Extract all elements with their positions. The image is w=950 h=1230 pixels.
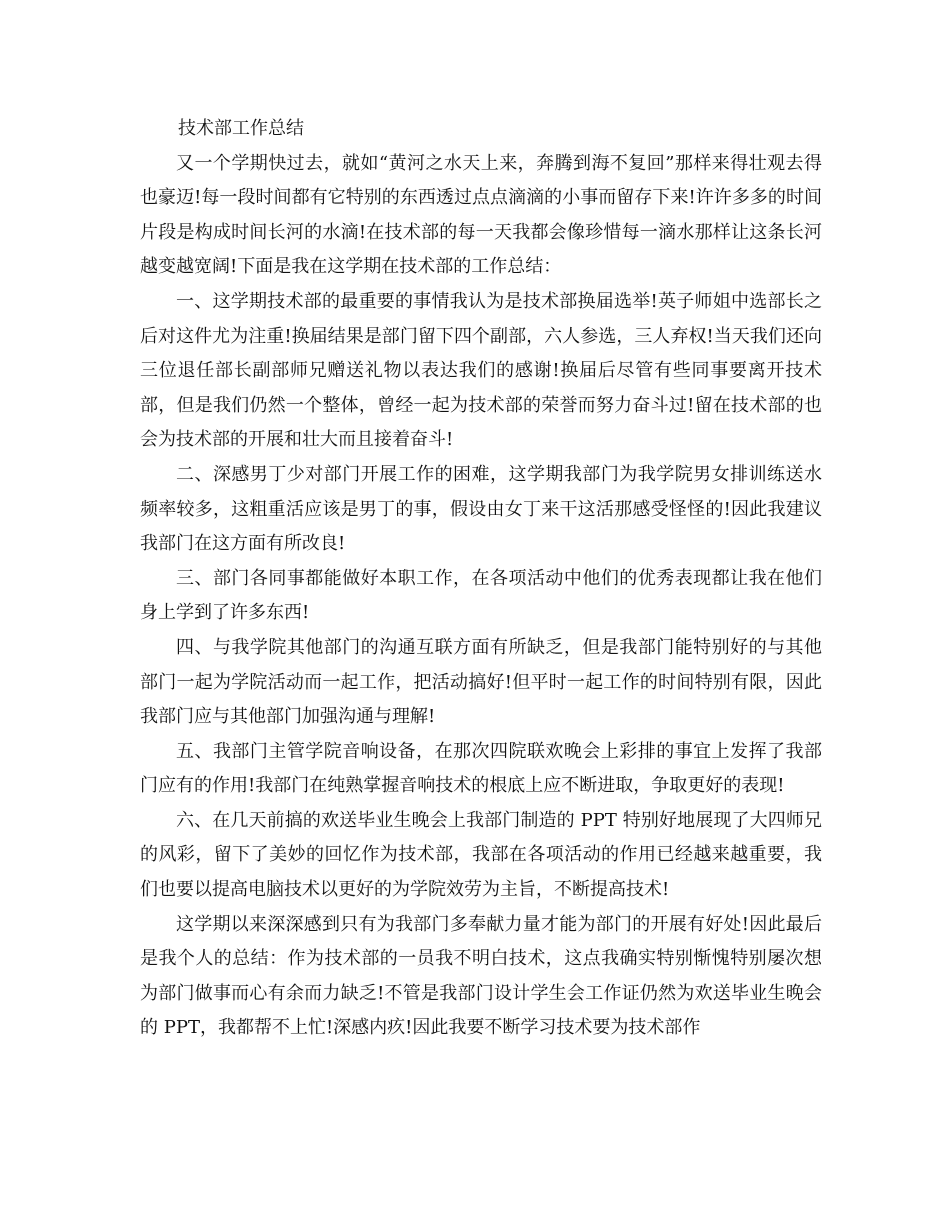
paragraph-point-3: 三、部门各同事都能做好本职工作，在各项活动中他们的优秀表现都让我在他们身上学到了许多东西!	[140, 567, 822, 624]
paragraph-point-6: 六、在几天前搞的欢送毕业生晚会上我部门制造的 PPT 特别好地展现了大四师兄的风彩，留下了美妙的回忆作为技术部，我部在各项活动的作用已经越来越重要，我们也要以提高电脑技术以更好的为学院效劳为主旨，不断提高技术!	[140, 809, 822, 901]
paragraph-point-4: 四、与我学院其他部门的沟通互联方面有所缺乏，但是我部门能特别好的与其他部门一起为学院活动而一起工作，把活动搞好!但平时一起工作的时间特别有限，因此我部门应与其他部门加强沟通与理解!	[140, 636, 822, 728]
paragraph-point-2: 二、深感男丁少对部门开展工作的困难，这学期我部门为我学院男女排训练送水频率较多，这粗重活应该是男丁的事，假设由女丁来干这活那感受怪怪的!因此我建议我部门在这方面有所改良!	[140, 463, 822, 555]
paragraph-point-5: 五、我部门主管学院音响设备，在那次四院联欢晚会上彩排的事宜上发挥了我部门应有的作用!我部门在纯熟掌握音响技术的根底上应不断进取，争取更好的表现!	[140, 740, 822, 797]
paragraph-summary: 这学期以来深深感到只有为我部门多奉献力量才能为部门的开展有好处!因此最后是我个人的总结：作为技术部的一员我不明白技术，这点我确实特别惭愧特别屡次想为部门做事而心有余而力缺乏!不管是我部门设计学生会工作证仍然为欢送毕业生晚会的 PPT，我都帮不上忙!深感内疚!因此我要不断学习技术要为技术部作	[140, 913, 822, 1039]
paragraph-intro: 又一个学期快过去，就如“黄河之水天上来，奔腾到海不复回”那样来得壮观去得也豪迈!每一段时间都有它特别的东西透过点点滴滴的小事而留存下来!许许多多的时间片段是构成时间长河的水滴!在技术部的每一天我都会像珍惜每一滴水那样让这条长河越变越宽阔!下面是我在这学期在技术部的工作总结：	[140, 152, 822, 278]
paragraph-point-1: 一、这学期技术部的最重要的事情我认为是技术部换届选举!英子师姐中选部长之后对这件尤为注重!换届结果是部门留下四个副部，六人参选，三人弃权!当天我们还向三位退任部长副部师兄赠送礼物以表达我们的感谢!换届后尽管有些同事要离开技术部，但是我们仍然一个整体，曾经一起为技术部的荣誉而努力奋斗过!留在技术部的也会为技术部的开展和壮大而且接着奋斗!	[140, 290, 822, 451]
document-title: 技术部工作总结	[178, 118, 304, 139]
document-page	[140, 112, 822, 1046]
